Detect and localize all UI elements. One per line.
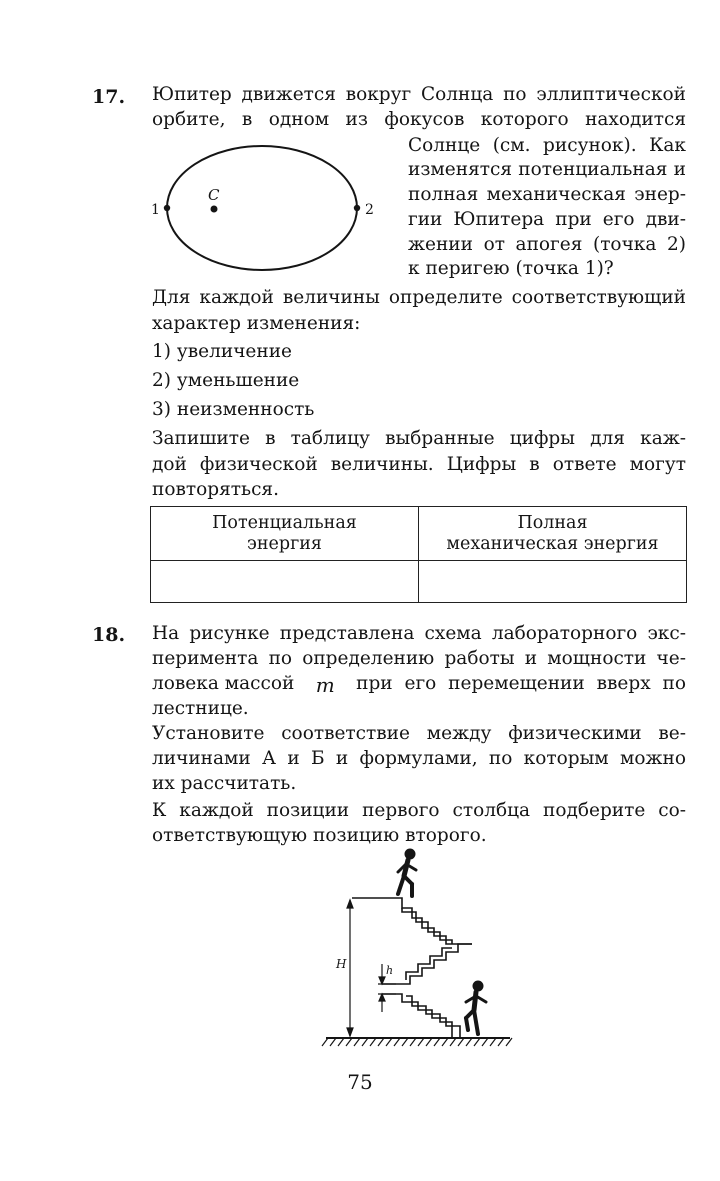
task-17-side-line-1: Солнце (см. рисунок). Как (408, 135, 686, 156)
task-18-p2-line-1: Установите соответствие между физическими ве- (152, 723, 686, 744)
header-potential-energy (151, 507, 419, 561)
option-2: 2) уменьшение (152, 370, 300, 391)
task-17-record-line-2: дой физической величины. Цифры в ответе могут (152, 454, 686, 475)
answer-cell-mechanical[interactable] (419, 561, 687, 603)
task-17-intro-line-2: орбите, в одном из фокусов которого находится (152, 109, 686, 130)
task-17-record-line-3: повторяться. (152, 479, 279, 500)
ground-hatching (322, 1038, 512, 1046)
apogee-point-2 (354, 205, 360, 211)
focus-sun-point (211, 206, 218, 213)
mass-variable: m (315, 673, 335, 697)
header-mechanical-energy (419, 507, 687, 561)
task-17-number: 17. (92, 86, 126, 108)
stairs (352, 898, 472, 1038)
task-18-p2-line-3: их рассчитать. (152, 773, 297, 794)
person-top-icon (398, 849, 416, 896)
task-17-side-line-3: полная механическая энер- (408, 184, 686, 205)
task-18-p1-line-2: перимента по определению работы и мощности че- (152, 648, 686, 669)
focus-label: С (208, 186, 220, 204)
point-1-label: 1 (151, 202, 160, 218)
task-17-side-line-5: жении от апогея (точка 2) (408, 234, 686, 255)
task-18-p1-line-4: лестнице. (152, 698, 249, 719)
task-17-record-line-1: Запишите в таблицу выбранные цифры для каж- (152, 428, 686, 449)
task-17-intro-line-1: Юпитер движется вокруг Солнца по эллиптической (152, 84, 686, 105)
option-3: 3) неизменность (152, 399, 315, 420)
point-2-label: 2 (365, 202, 374, 218)
task-17-side-line-6: к перигею (точка 1)? (408, 258, 614, 279)
perigee-point-1 (164, 205, 170, 211)
label-H: H (336, 957, 347, 971)
header-potential-line-2: энергия (247, 533, 322, 554)
task-18-p1-line-3-a: ловека массой (152, 673, 295, 694)
option-1: 1) увеличение (152, 341, 292, 362)
task-17-side-line-4: гии Юпитера при его дви- (408, 209, 686, 230)
answer-cell-potential[interactable] (151, 561, 419, 603)
header-mechanical-line-1: Полная (517, 512, 588, 533)
person-bottom-icon (466, 981, 486, 1034)
orbit-ellipse (167, 146, 357, 270)
header-potential-line-1: Потенциальная (212, 512, 357, 533)
task-17-side-line-2: изменятся потенциальная и (408, 159, 686, 180)
task-18-p1-line-3 (152, 673, 686, 697)
height-H-arrow (347, 900, 353, 1036)
task-18-p1-line-3-b: при его перемещении вверх по (356, 673, 686, 694)
task-18-number: 18. (92, 624, 126, 646)
task-18-p2-line-2: личинами А и Б и формулами, по которым можно (152, 748, 686, 769)
task-18-p3-line-1: К каждой позиции первого столбца подберите со- (152, 800, 686, 821)
task-17-instruction-line-1: Для каждой величины определите соответствующий (152, 287, 686, 308)
task-18-p3-line-2: ответствующую позицию второго. (152, 825, 487, 846)
orbit-diagram (140, 138, 400, 278)
answer-table (150, 506, 687, 603)
label-h: h (386, 964, 394, 977)
task-17-instruction-line-2: характер изменения: (152, 313, 361, 334)
staircase-diagram (322, 846, 522, 1056)
header-mechanical-line-2: механическая энергия (446, 533, 659, 554)
task-18-p1-line-1: На рисунке представлена схема лабораторного экс- (152, 623, 686, 644)
page-number: 75 (347, 1070, 373, 1094)
